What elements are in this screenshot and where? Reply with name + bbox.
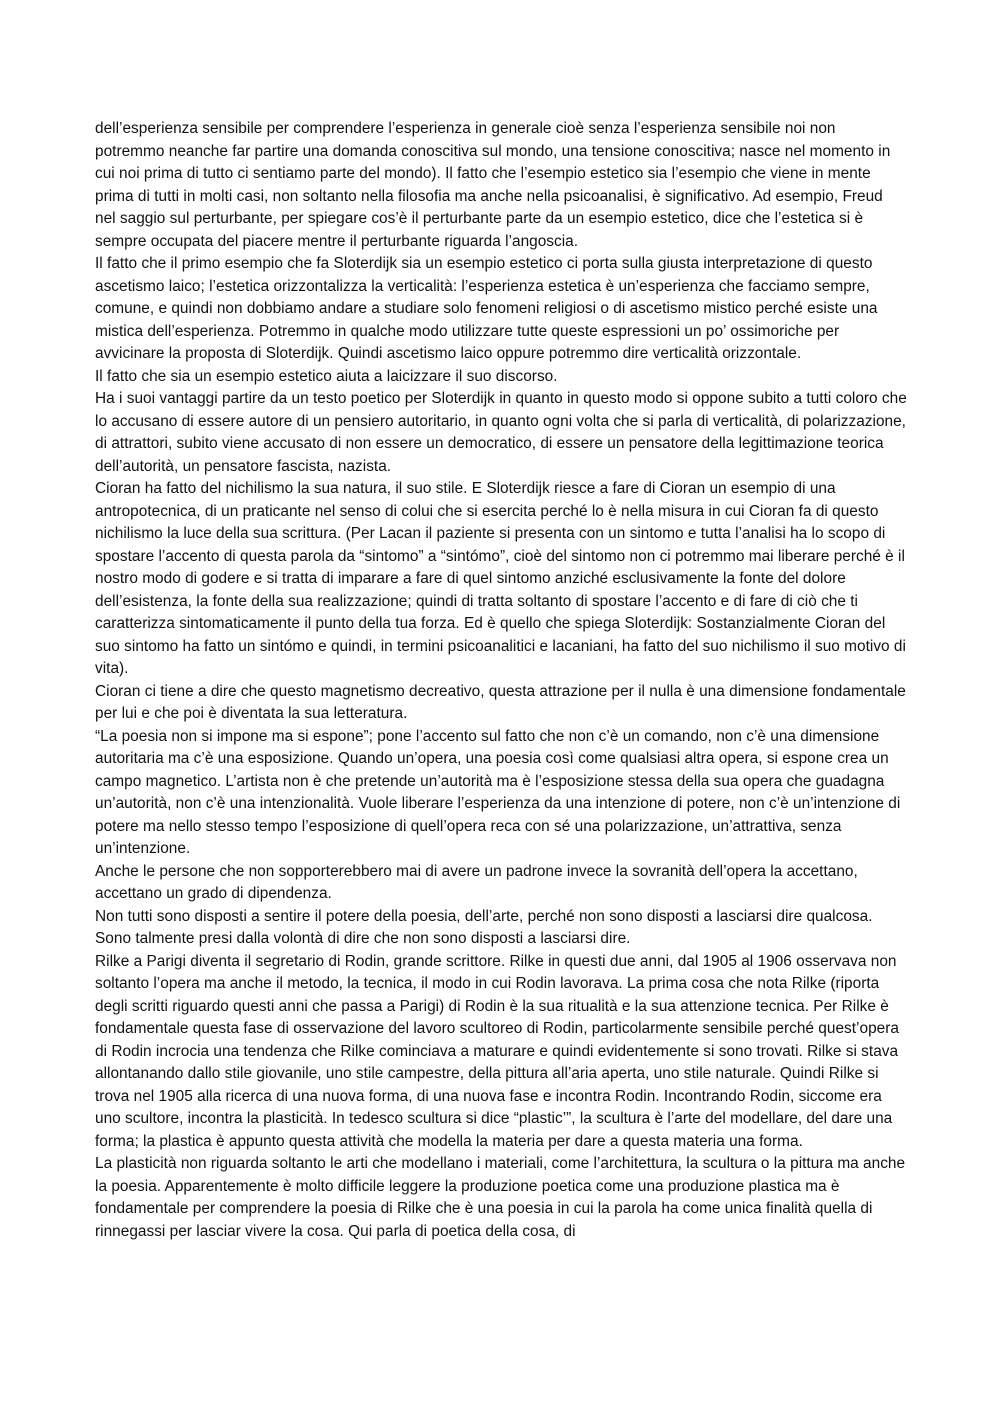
paragraph: Anche le persone che non sopporterebbero mai di avere un padrone invece la sovranità dell’opera la accettano, accettano un grado di dipendenza. (95, 862, 858, 902)
paragraph: “La poesia non si impone ma si espone”; pone l’accento sul fatto che non c’è un comando, non c’è una dimensione autoritaria ma c’è una esposizione. Quando un’opera, una poesia così come qualsiasi altra opera, si espone crea un campo magnetico. L’artista non è che pretende un’autorità ma è l’esposizione stessa della sua opera che guadagna un’autorità, non c’è una intenzionalità. Vuole liberare l’esperienza da una intenzione di potere, non c’è un’intenzione di potere ma nello stesso tempo l’esposizione di quell’opera reca con sé una polarizzazione, un’attrattiva, senza un’intenzione. (95, 727, 901, 857)
paragraph: Cioran ha fatto del nichilismo la sua natura, il suo stile. E Sloterdijk riesce a fare di Cioran un esempio di una antropotecnica, di un praticante nel senso di colui che si esercita perché lo è nella misura in cui Cioran fa di questo nichilismo la luce della sua scrittura. (Per Lacan il paziente si presenta con un sintomo e tutta l’analisi ha lo scopo di spostare l’accento di questa parola da “sintomo” a “sintómo”, cioè del sintomo non ci potremmo mai liberare perché è il nostro modo di godere e si tratta di imparare a fare di quel sintomo anziché esclusivamente la fonte del dolore dell’esistenza, la fonte della sua realizzazione; quindi di tratta soltanto di spostare l’accento e di fare di ciò che ti caratterizza sintomaticamente il punto della tua forza. Ed è quello che spiega Sloterdijk: Sostanzialmente Cioran del suo sintomo ha fatto un sintómo e quindi, in termini psicoanalitici e lacaniani, ha fatto del suo nichilismo il suo motivo di vita). (95, 480, 906, 677)
document-page (95, 118, 907, 1243)
paragraph: Ha i suoi vantaggi partire da un testo poetico per Sloterdijk in quanto in questo modo si oppone subito a tutti coloro che lo accusano di essere autore di un pensiero autoritario, in quanto ogni volta che si parla di verticalità, di polarizzazione, di attrattori, subito viene accusato di non essere un democratico, di essere un pensatore della legittimazione teorica dell’autorità, un pensatore fascista, nazista. (95, 390, 907, 475)
paragraph: Non tutti sono disposti a sentire il potere della poesia, dell’arte, perché non sono disposti a lasciarsi dire qualcosa. Sono talmente presi dalla volontà di dire che non sono disposti a lasciarsi dire. (95, 907, 873, 947)
paragraph: Cioran ci tiene a dire che questo magnetismo decreativo, questa attrazione per il nulla è una dimensione fondamentale per lui e che poi è diventata la sua letteratura. (95, 682, 906, 722)
paragraph: La plasticità non riguarda soltanto le arti che modellano i materiali, come l’architettura, la scultura o la pittura ma anche la poesia. Apparentemente è molto difficile leggere la produzione poetica come una produzione plastica ma è fondamentale per comprendere la poesia di Rilke che è una poesia in cui la parola ha come unica finalità quella di rinnegassi per lasciar vivere la cosa. Qui parla di poetica della cosa, di (95, 1155, 906, 1240)
paragraph: Il fatto che il primo esempio che fa Sloterdijk sia un esempio estetico ci porta sulla giusta interpretazione di questo ascetismo laico; l’estetica orizzontalizza la verticalità: l’esperienza estetica è un’esperienza che facciamo sempre, comune, e quindi non dobbiamo andare a studiare solo fenomeni religiosi o di ascetismo mistico perché esiste una mistica dell’esperienza. Potremmo in qualche modo utilizzare tutte queste espressioni un po’ ossimoriche per avvicinare la proposta di Sloterdijk. Quindi ascetismo laico oppure potremmo dire verticalità orizzontale. (95, 255, 878, 362)
paragraph: Il fatto che sia un esempio estetico aiuta a laicizzare il suo discorso. (95, 367, 558, 385)
paragraph: dell’esperienza sensibile per comprendere l’esperienza in generale cioè senza l’esperienza sensibile noi non potremmo neanche far partire una domanda conoscitiva sul mondo, una tensione conoscitiva; nasce nel momento in cui noi prima di tutto ci sentiamo parte del mondo). Il fatto che l’esempio estetico sia l’esempio che viene in mente prima di tutti in molti casi, non soltanto nella filosofia ma anche nella psicoanalisi, è significativo. Ad esempio, Freud nel saggio sul perturbante, per spiegare cos’è il perturbante parte da un esempio estetico, dice che l’estetica si è sempre occupata del piacere mentre il perturbante riguarda l’angoscia. (95, 120, 891, 250)
paragraph: Rilke a Parigi diventa il segretario di Rodin, grande scrittore. Rilke in questi due anni, dal 1905 al 1906 osservava non soltanto l’opera ma anche il metodo, la tecnica, il modo in cui Rodin lavorava. La prima cosa che nota Rilke (riporta degli scritti riguardo questi anni che passa a Parigi) di Rodin è la sua ritualità e la sua attenzione tecnica. Per Rilke è fondamentale questa fase di osservazione del lavoro scultoreo di Rodin, particolarmente sensibile perché quest’opera di Rodin incrocia una tendenza che Rilke cominciava a maturare e quindi evidentemente si sono trovati. Rilke si stava allontanando dallo stile giovanile, uno stile campestre, della pittura all’aria aperta, uno stile naturale. Quindi Rilke si trova nel 1905 alla ricerca di una nuova forma, di una nuova fase e incontra Rodin. Incontrando Rodin, siccome era uno scultore, incontra la plasticità. In tedesco scultura si dice “plastic’”, la scultura è l’arte del modellare, del dare una forma; la plastica è appunto questa attività che modella la materia per dare a questa materia una forma. (95, 952, 899, 1150)
